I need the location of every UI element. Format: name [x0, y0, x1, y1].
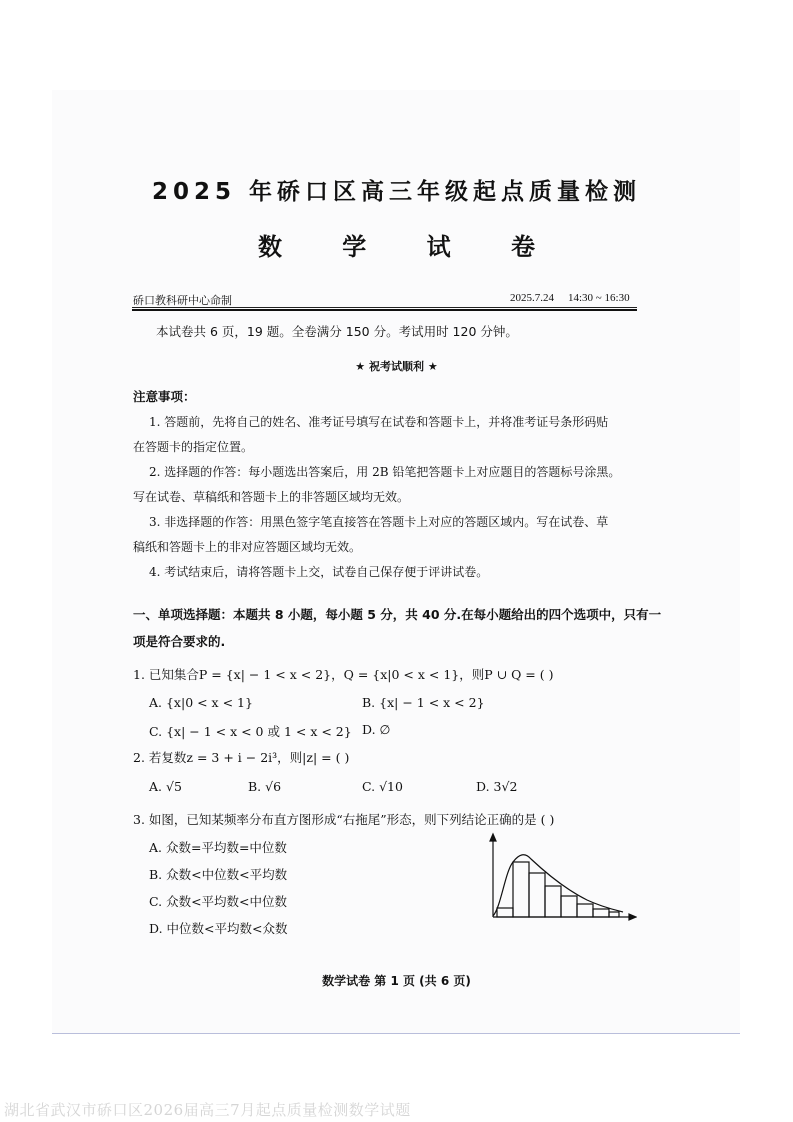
question-1-option-d: D. ∅ [362, 722, 391, 737]
question-3-option-c: C. 众数<平均数<中位数 [149, 894, 288, 909]
source-watermark: 湖北省武汉市硚口区2026届高三7月起点质量检测数学试题 [4, 1101, 411, 1119]
note-2-line2: 写在试卷、草稿纸和答题卡上的非答题区域均无效。 [133, 490, 410, 504]
section-1-heading: 一、单项选择题：本题共 8 小题，每小题 5 分，共 40 分.在每小题给出的四个选项中，只有一 [133, 607, 662, 622]
question-2-option-d: D. 3√2 [476, 779, 518, 794]
note-1-line1: 1. 答题前，先将自己的姓名、准考证号填写在试卷和答题卡上，并将准考证号条形码贴 [149, 415, 609, 429]
notes-title: 注意事项： [133, 389, 196, 404]
exam-datetime [510, 292, 630, 304]
section-1-heading-cont: 项是符合要求的. [133, 634, 226, 649]
issuer-label: 硚口教科研中心命制 [133, 294, 232, 307]
question-2-stem: 2. 若复数z = 3 + i − 2i³，则|z| = ( ) [133, 750, 350, 765]
note-3-line1: 3. 非选择题的作答：用黑色签字笔直接答在答题卡上对应的答题区域内。写在试卷、草 [149, 515, 609, 529]
histogram-figure [487, 832, 637, 924]
question-3-stem: 3. 如图，已知某频率分布直方图形成“右拖尾”形态，则下列结论正确的是 ( ) [133, 812, 555, 827]
header-rule-thin [132, 307, 637, 308]
header-rule-thick [132, 309, 637, 311]
exam-date: 2025.7.24 [510, 292, 554, 304]
note-2-line1: 2. 选择题的作答：每小题选出答案后，用 2B 铅笔把答题卡上对应题目的答题标号涂黑。 [149, 465, 621, 479]
page-footer: 数学试卷 第 1 页 (共 6 页) [322, 974, 471, 988]
exam-title: 2025 年硚口区高三年级起点质量检测 [151, 179, 642, 205]
question-2-option-b: B. √6 [248, 779, 282, 794]
note-1-line2: 在答题卡的指定位置。 [133, 440, 254, 454]
question-2-option-a: A. √5 [149, 779, 182, 794]
exam-time: 14:30 ~ 16:30 [568, 292, 630, 304]
question-1-stem: 1. 已知集合P = {x| − 1 < x < 2}，Q = {x|0 < x < 1}，则P ∪ Q = ( ) [133, 667, 554, 682]
question-3-option-d: D. 中位数<平均数<众数 [149, 921, 288, 936]
note-4-line1: 4. 考试结束后，请将答题卡上交，试卷自己保存便于评讲试卷。 [149, 565, 489, 579]
question-3-option-b: B. 众数<中位数<平均数 [149, 867, 288, 882]
note-3-line2: 稿纸和答题卡上的非对应答题区域均无效。 [133, 540, 362, 554]
question-1-option-c: C. {x| − 1 < x < 0 或 1 < x < 2} [149, 724, 352, 739]
good-luck-banner: ★ 祝考试顺利 ★ [355, 360, 438, 373]
question-3-option-a: A. 众数=平均数=中位数 [149, 840, 287, 855]
question-1-option-a: A. {x|0 < x < 1} [149, 695, 253, 710]
exam-subject-title: 数 学 试 卷 [257, 233, 562, 261]
question-1-option-b: B. {x| − 1 < x < 2} [362, 695, 485, 710]
exam-intro: 本试卷共 6 页，19 题。全卷满分 150 分。考试用时 120 分钟。 [156, 324, 518, 339]
question-2-option-c: C. √10 [362, 779, 403, 794]
